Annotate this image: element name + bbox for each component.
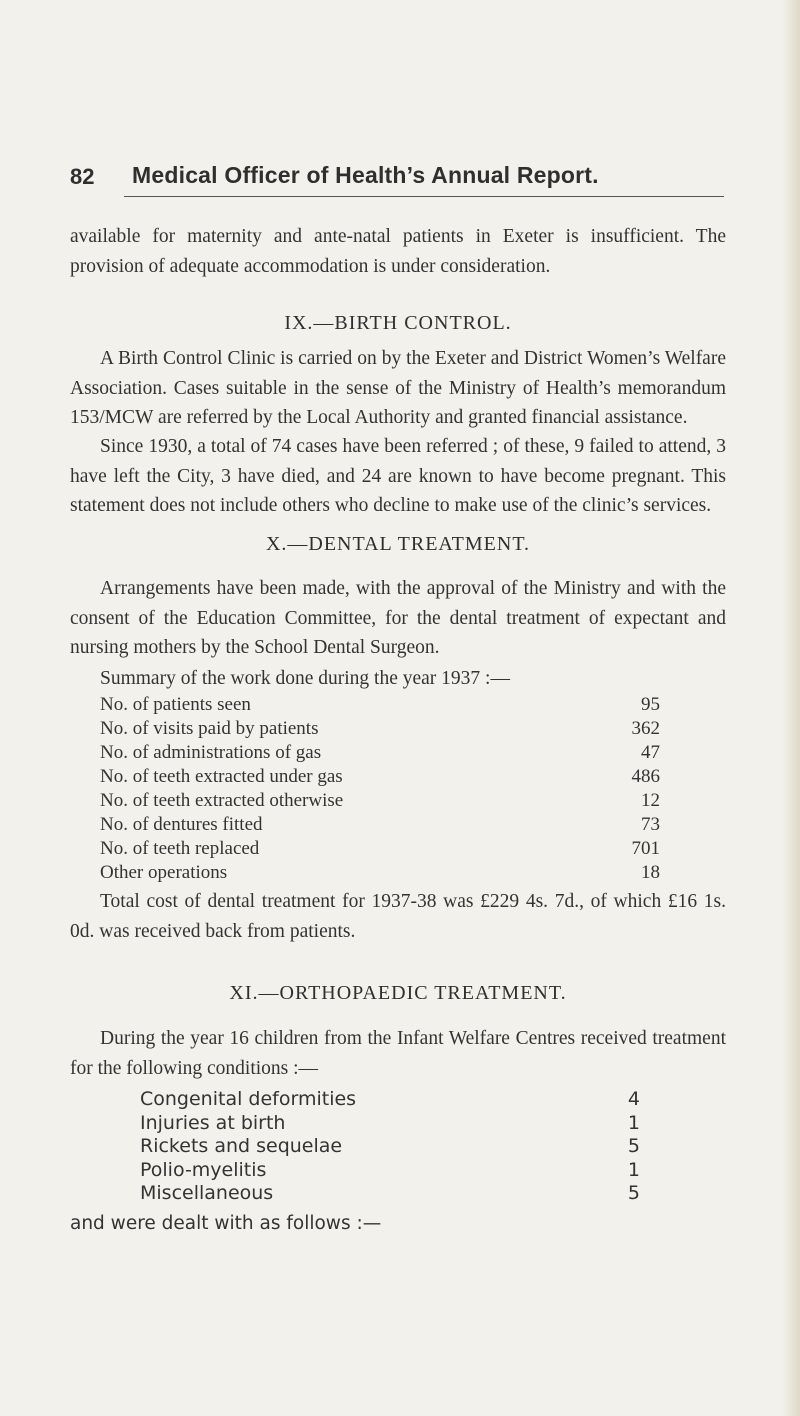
condition-value: 1 [627,1158,640,1181]
orthopaedic-conditions-table [140,1088,640,1206]
summary-value: 12 [641,790,660,811]
orthopaedic-closing: and were dealt with as follows :— [70,1213,382,1234]
page-edge-shadow [782,0,800,1416]
summary-label: No. of teeth replaced [100,838,260,859]
birth-control-paragraph-1: A Birth Control Clinic is carried on by the Exeter and District Women’s Welfare Association. Cases suitable in the sense of the Ministry of Health’s memorandum 153/MCW are referred by the Local Authority and granted financial assistance. [70,348,726,428]
condition-value: 4 [627,1088,640,1110]
table-row [140,1088,640,1112]
condition-value: 1 [627,1111,640,1134]
dental-paragraph-1: Arrangements have been made, with the approval of the Ministry and with the consent of the Education Committee, for the dental treatment of expectant and nursing mothers by the School Dental Surgeon. [70,578,726,658]
condition-label: Congenital deformities [140,1088,357,1110]
summary-value: 47 [641,742,660,763]
condition-label: Rickets and sequelae [140,1135,343,1157]
table-row [100,837,660,861]
section-heading-birth-control: IX.—BIRTH CONTROL. [284,312,512,334]
page-number: 82 [70,164,95,189]
section-heading-dental-treatment: X.—DENTAL TREATMENT. [265,533,531,555]
summary-label: Other operations [100,862,228,883]
section-heading-orthopaedic-treatment: XI.—ORTHOPAEDIC TREATMENT. [229,982,567,1004]
summary-label: No. of patients seen [100,694,251,715]
summary-value: 18 [641,862,660,883]
summary-value: 73 [641,814,660,835]
table-row [100,789,660,813]
condition-label: Polio-myelitis [140,1158,267,1181]
table-row [100,717,660,741]
table-row [140,1135,640,1159]
dental-summary-table [100,693,660,885]
table-row [140,1159,640,1183]
table-row [140,1182,640,1206]
summary-value: 362 [631,718,660,739]
summary-label: No. of administrations of gas [100,742,322,763]
condition-value: 5 [627,1182,640,1204]
table-row [100,765,660,789]
dental-cost-paragraph: Total cost of dental treatment for 1937-38 was £229 4s. 7d., of which £16 1s. 0d. was received back from patients. [70,891,726,942]
table-row [140,1112,640,1136]
summary-value: 95 [641,694,660,715]
condition-value: 5 [627,1135,640,1157]
table-row [100,741,660,765]
table-row [100,861,660,885]
summary-label: No. of teeth extracted otherwise [100,790,344,811]
intro-paragraph: available for maternity and ante-natal patients in Exeter is insufficient. The provision of adequate accommodation is under consideration. [70,226,726,277]
orthopaedic-paragraph-1: During the year 16 children from the Infant Welfare Centres received treatment for the following conditions :— [70,1028,726,1079]
summary-label: No. of visits paid by patients [100,718,319,739]
header-rule [124,196,724,197]
summary-label: No. of dentures fitted [100,814,263,835]
running-title: Medical Officer of Health’s Annual Report. [132,162,599,188]
summary-value: 701 [631,838,660,859]
summary-value: 486 [631,766,660,787]
birth-control-paragraph-2: Since 1930, a total of 74 cases have been referred ; of these, 9 failed to attend, 3 have left the City, 3 have died, and 24 are known to have become pregnant. This statement does not include others who decline to make use of the clinic’s services. [70,436,726,516]
condition-label: Injuries at birth [140,1111,286,1134]
table-row [100,693,660,717]
condition-label: Miscellaneous [140,1182,274,1204]
table-row [100,813,660,837]
dental-summary-intro: Summary of the work done during the year 1937 :— [100,668,510,689]
page-header [70,160,726,200]
summary-label: No. of teeth extracted under gas [100,766,343,787]
